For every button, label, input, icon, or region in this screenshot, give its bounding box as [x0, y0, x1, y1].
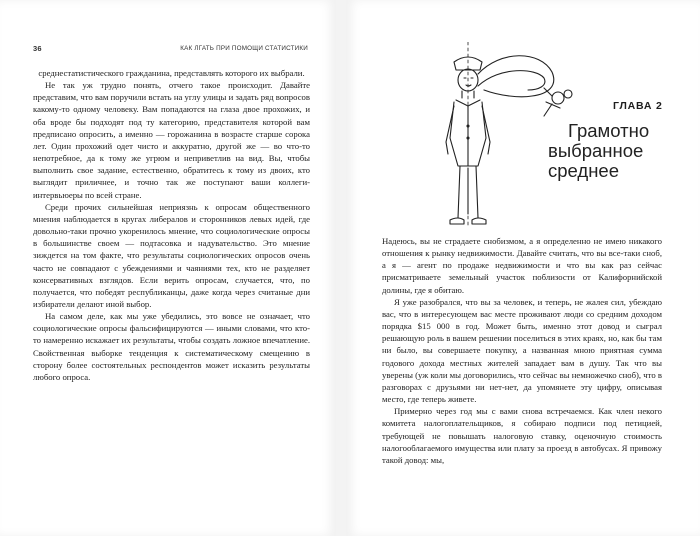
paragraph: Среди прочих сильнейшая неприязнь к опросам общественного мнения наблюдается в кругах либералов и сторонников левых идей, где довольно-таки прочно укоренилось мнение, что социологические опросы в большинстве своем — подтасовка и надувательство. Это мнение зиждется на том факте, что результаты социологических опросов очень часто не совпадают с убеждениями и чаяниями тех, кто не разделяет консервативных взглядов. Если верить опросам, случается, что, по получается, что победят республиканцы, даже когда через считаные дни избиратели делают иной выбор. [33, 201, 310, 309]
paragraph: среднестатистического гражданина, представлять которого их выбрали. [38, 68, 305, 78]
running-head [33, 44, 308, 56]
paragraph: Не так уж трудно понять, отчего такое происходит. Давайте представим, что вам поручили встать на углу улицы и задать ряд вопросов какому-то одному человеку. Вам попадаются на глаза двое прохожих, и оба вроде бы подходят под ту категорию, представителя которой вам предписано опросить, а именно — горожанина в возрасте старше сорока лет. Один прохожий одет чисто и аккуратно, другой же — во что-то непотребное, да к тому же угрюм и неприветлив на вид. Вы, чтобы выполнить свое задание, естественно, обратитесь к тому из двоих, кто выглядит приличнее, и точно так же поступают ваши коллеги-интервьюеры по всей стране. [33, 80, 310, 200]
paragraph: Примерно через год мы с вами снова встречаемся. Как член некого комитета налогоплательщиков, я собираю подписи под петицией, требующей не повышать налоговую ставку, оценочную стоимость налогооблагаемого имущества или плату за проезд в автобусах. Я привожу такой довод: мы, [382, 406, 662, 465]
left-body-text [33, 67, 310, 383]
chapter-title-line: выбранное среднее [548, 140, 644, 181]
page-number: 36 [33, 44, 42, 53]
running-head-title: КАК ЛГАТЬ ПРИ ПОМОЩИ СТАТИСТИКИ [180, 45, 308, 52]
right-body-text [382, 235, 662, 466]
chapter-label: ГЛАВА 2 [613, 100, 663, 112]
chapter-title [548, 121, 678, 181]
chapter-title-line: Грамотно [568, 120, 650, 141]
paragraph: Я уже разобрался, что вы за человек, и теперь, не жалея сил, убеждаю вас, что в интересующем вас месте проживают люди со средним доходом порядка $15 000 в год. Может быть, именно этот довод и сыграл решающую роль в вашем решении поселиться в этих краях, но, как бы там ни было, вы совершаете покупку, а названная мною приятная сумма годового дохода местных жителей западает вам в душу. Так что вы уверены (уж коли мы договорились, что сейчас вы немножечко сноб), что в разговорах с друзьями ни нет-нет, да упомянете эту цифру, описывая место, где теперь живете. [382, 296, 662, 405]
paragraph: На самом деле, как мы уже убедились, это вовсе не означает, что социологические опросы фальсифицируются — иными словами, что кто-то намеренно искажает их результаты, чтобы создать ложное впечатление. Свойственная выборке тенденция к систематическому смещению в сторону более состоятельных респондентов может исказить результаты любого опроса. [33, 311, 310, 382]
paragraph: Надеюсь, вы не страдаете снобизмом, а я определенно не имею никакого отношения к рынку недвижимости. Давайте считать, что вы все-таки сноб, а я — агент по продаже недвижимости и что вы как раз сейчас присматриваете земельный участок поблизости от Калифорнийской долины, где я обитаю. [382, 236, 662, 295]
